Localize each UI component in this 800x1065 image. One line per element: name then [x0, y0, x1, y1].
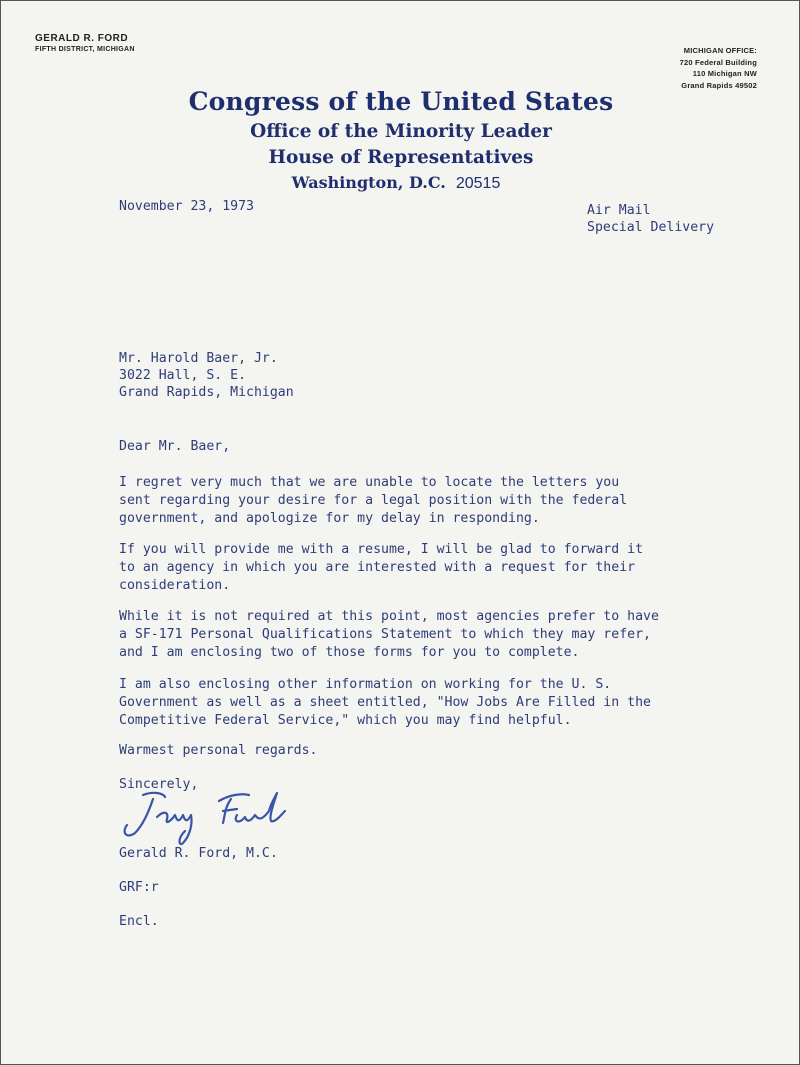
closing: Sincerely, [119, 777, 199, 792]
recipient-city: Grand Rapids, Michigan [119, 385, 294, 400]
office-building: 720 Federal Building [679, 57, 757, 67]
office-address [680, 45, 757, 91]
office-label: MICHIGAN OFFICE: [683, 46, 757, 55]
letter-date: November 23, 1973 [119, 199, 254, 214]
sender-block [35, 33, 135, 53]
sender-district: FIFTH DISTRICT, MICHIGAN [35, 46, 135, 53]
signature [113, 781, 313, 851]
letterhead-house: House of Representatives [268, 147, 534, 168]
letterhead-office: Office of the Minority Leader [250, 121, 552, 142]
letterhead-congress: Congress of the United States [188, 87, 614, 116]
recipient-address [119, 350, 294, 401]
recipient-name: Mr. Harold Baer, Jr. [119, 351, 278, 366]
reference-initials: GRF:r [119, 880, 159, 895]
mail-air: Air Mail [587, 203, 651, 218]
body-paragraph-4: I am also enclosing other information on working for the U. S. Government as well as a sheet entitled, "How Jobs Are Filled in the Competitive Federal Service," which you may find helpful. [119, 677, 651, 728]
salutation: Dear Mr. Baer, [119, 439, 231, 454]
mail-special: Special Delivery [587, 220, 715, 235]
sender-name: GERALD R. FORD [35, 33, 129, 44]
office-street: 110 Michigan NW [692, 69, 757, 78]
regards: Warmest personal regards. [119, 743, 318, 758]
body-paragraph-1: I regret very much that we are unable to locate the letters you sent regarding your desire for a legal position with the federal government, and apologize for my delay in responding. [119, 475, 628, 526]
enclosure-note: Encl. [119, 914, 159, 929]
mail-method [587, 202, 714, 236]
letterhead-city: Washington, D.C. [291, 173, 446, 192]
body-paragraph-2: If you will provide me with a resume, I will be glad to forward it to an agency in which you are interested with a request for their consideration. [119, 542, 644, 593]
signer-name: Gerald R. Ford, M.C. [119, 846, 278, 861]
office-city: Grand Rapids 49502 [681, 80, 757, 90]
letterhead-city-line [0, 173, 796, 193]
body-paragraph-3: While it is not required at this point, most agencies prefer to have a SF-171 Personal Qualifications Statement to which they may refer, and I am enclosing two of those forms for you to complete. [119, 609, 659, 660]
recipient-street: 3022 Hall, S. E. [119, 368, 247, 383]
letterhead-zip: 20515 [455, 175, 501, 192]
